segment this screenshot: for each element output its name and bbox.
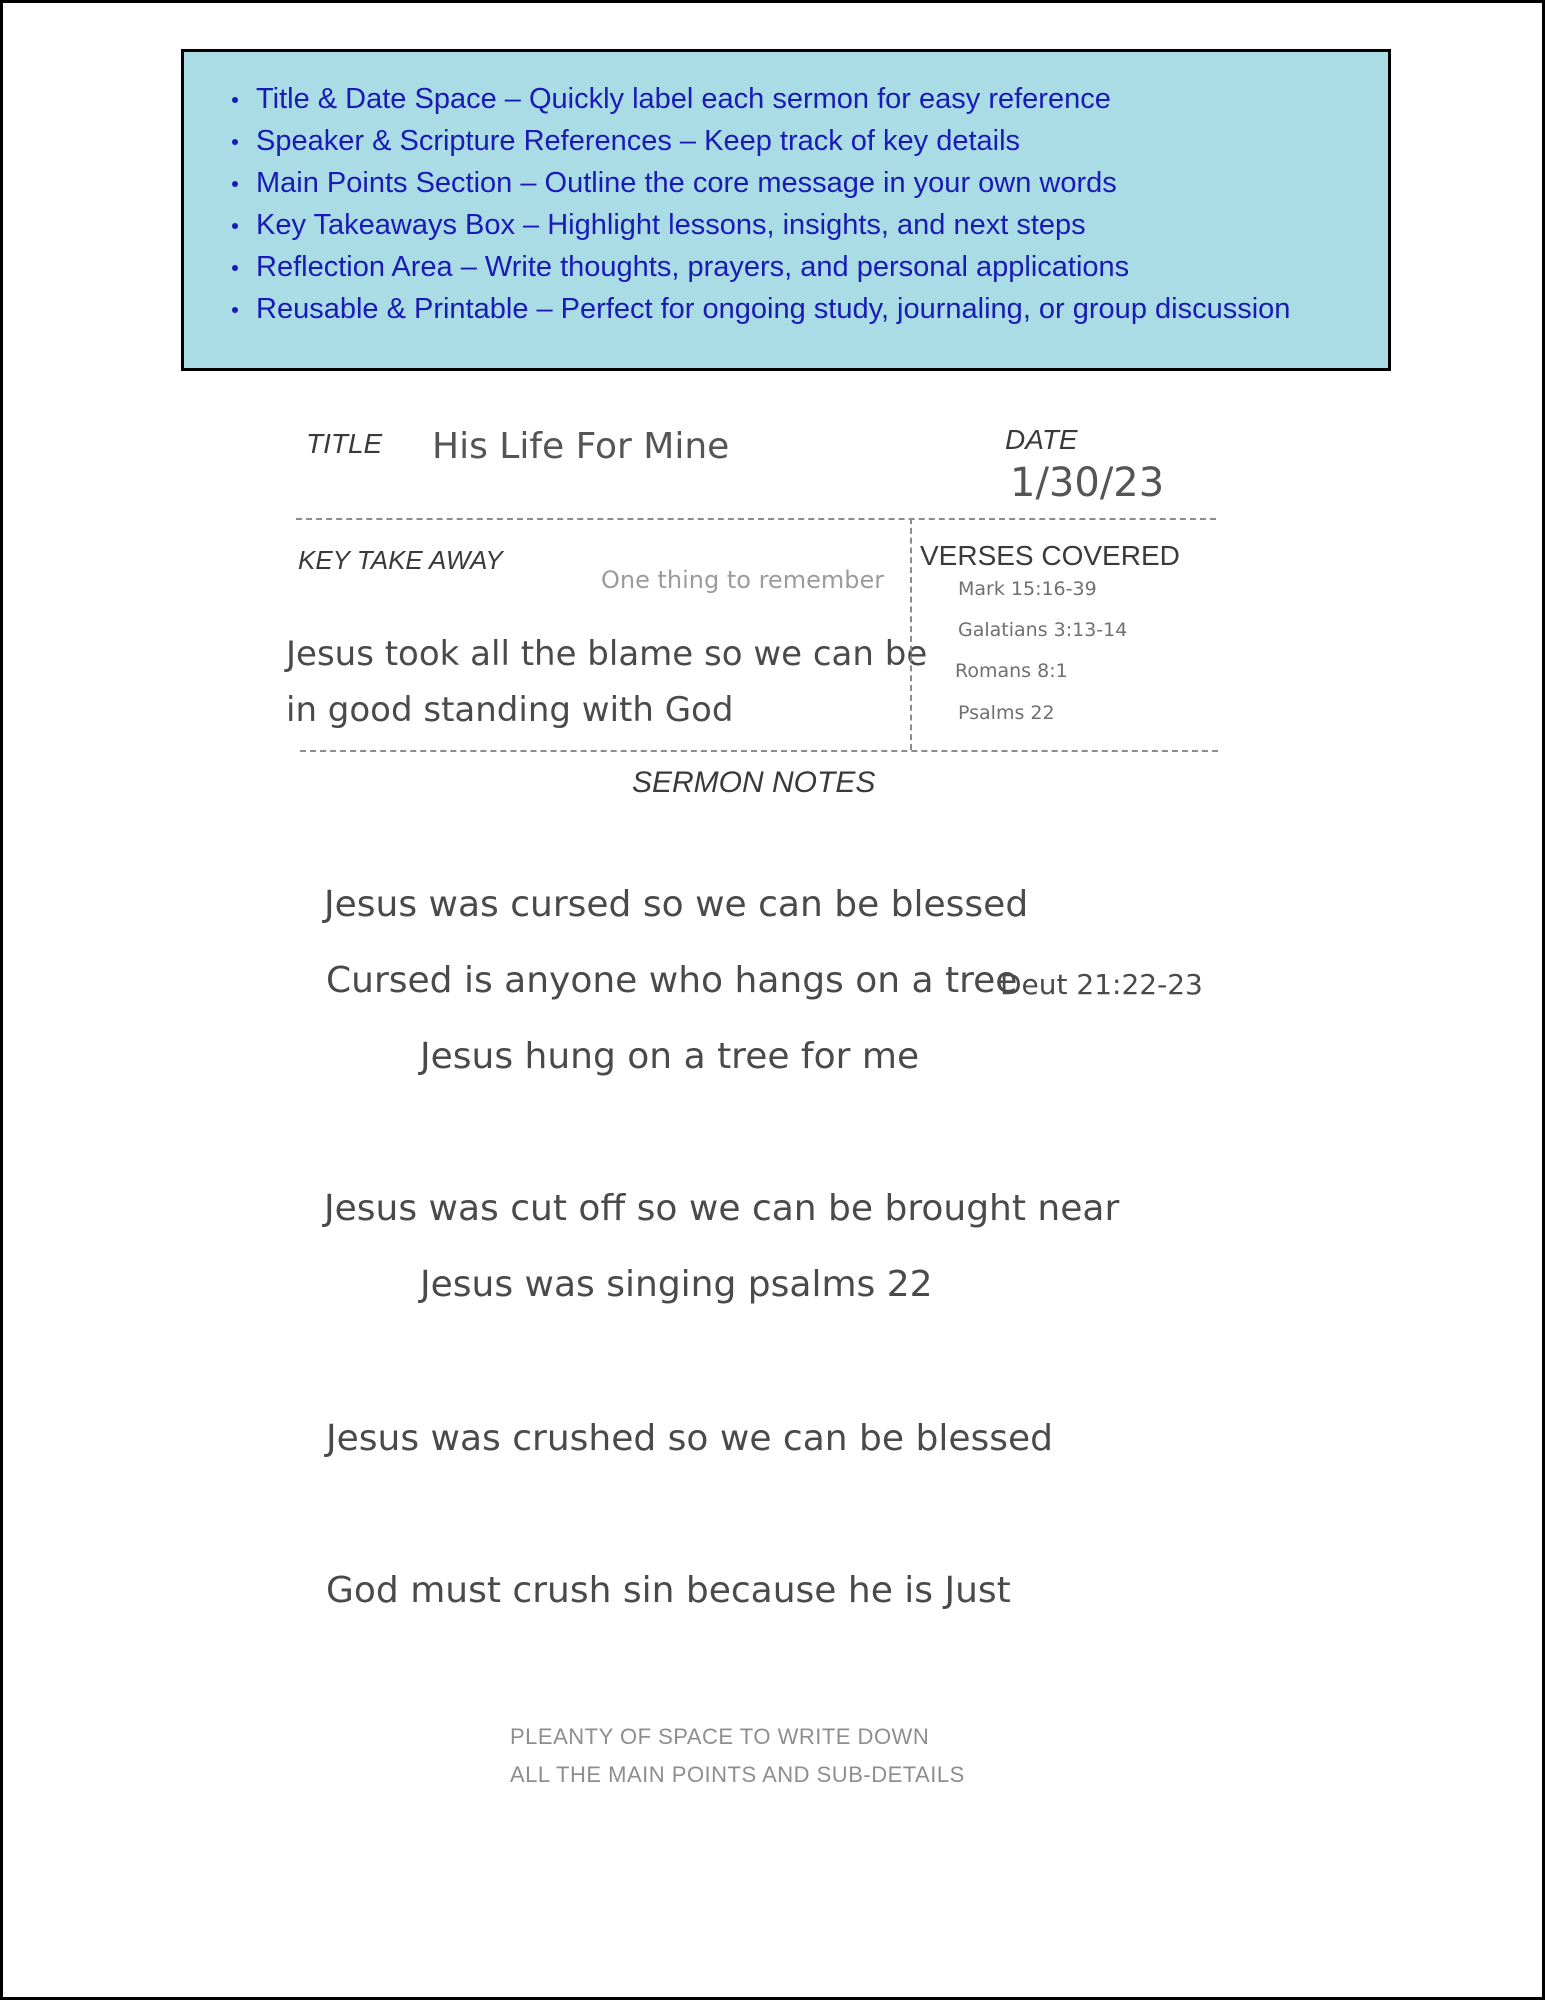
header-divider — [296, 518, 1216, 520]
note-line: Jesus was crushed so we can be blessed — [326, 1418, 1053, 1459]
note-line: Jesus hung on a tree for me — [420, 1036, 920, 1077]
feature-item: Speaker & Scripture References – Keep track of key details — [256, 120, 1358, 162]
footer-note-line: PLEANTY OF SPACE TO WRITE DOWN — [510, 1724, 930, 1749]
key-takeaway-line: in good standing with God — [286, 690, 734, 730]
feature-item: Reusable & Printable – Perfect for ongoing study, journaling, or group discussion — [256, 288, 1358, 330]
note-line: God must crush sin because he is Just — [326, 1570, 1011, 1611]
note-scripture-ref: Deut 21:22-23 — [1000, 968, 1203, 1001]
features-list — [228, 78, 1358, 330]
title-label: TITLE — [306, 428, 383, 459]
note-line: Jesus was singing psalms 22 — [420, 1264, 933, 1305]
feature-item: Main Points Section – Outline the core message in your own words — [256, 162, 1358, 204]
footer-note — [510, 1718, 965, 1794]
section-divider-vertical — [910, 518, 912, 750]
verse-item: Psalms 22 — [958, 702, 1055, 724]
feature-item: Reflection Area – Write thoughts, prayers, and personal applications — [256, 246, 1358, 288]
footer-note-line: ALL THE MAIN POINTS AND SUB-DETAILS — [510, 1762, 965, 1787]
title-value: His Life For Mine — [432, 426, 730, 467]
feature-item: Key Takeaways Box – Highlight lessons, insights, and next steps — [256, 204, 1358, 246]
sermon-notes-label: SERMON NOTES — [632, 766, 876, 799]
verse-item: Galatians 3:13-14 — [958, 619, 1128, 641]
note-line: Cursed is anyone who hangs on a tree — [326, 960, 1018, 1001]
features-callout — [181, 49, 1391, 371]
note-line: Jesus was cut off so we can be brought near — [324, 1188, 1120, 1229]
date-value: 1/30/23 — [1010, 460, 1165, 506]
feature-item: Title & Date Space – Quickly label each sermon for easy reference — [256, 78, 1358, 120]
key-takeaway-hint: One thing to remember — [601, 566, 885, 594]
key-takeaway-label: KEY TAKE AWAY — [298, 545, 503, 575]
takeaway-divider — [300, 750, 1218, 752]
verse-item: Mark 15:16-39 — [958, 578, 1097, 600]
verses-covered-label: VERSES COVERED — [920, 540, 1180, 571]
note-line: Jesus was cursed so we can be blessed — [324, 884, 1029, 925]
verse-item: Romans 8:1 — [955, 660, 1068, 682]
date-label: DATE — [1005, 424, 1078, 455]
key-takeaway-line: Jesus took all the blame so we can be — [286, 634, 928, 674]
